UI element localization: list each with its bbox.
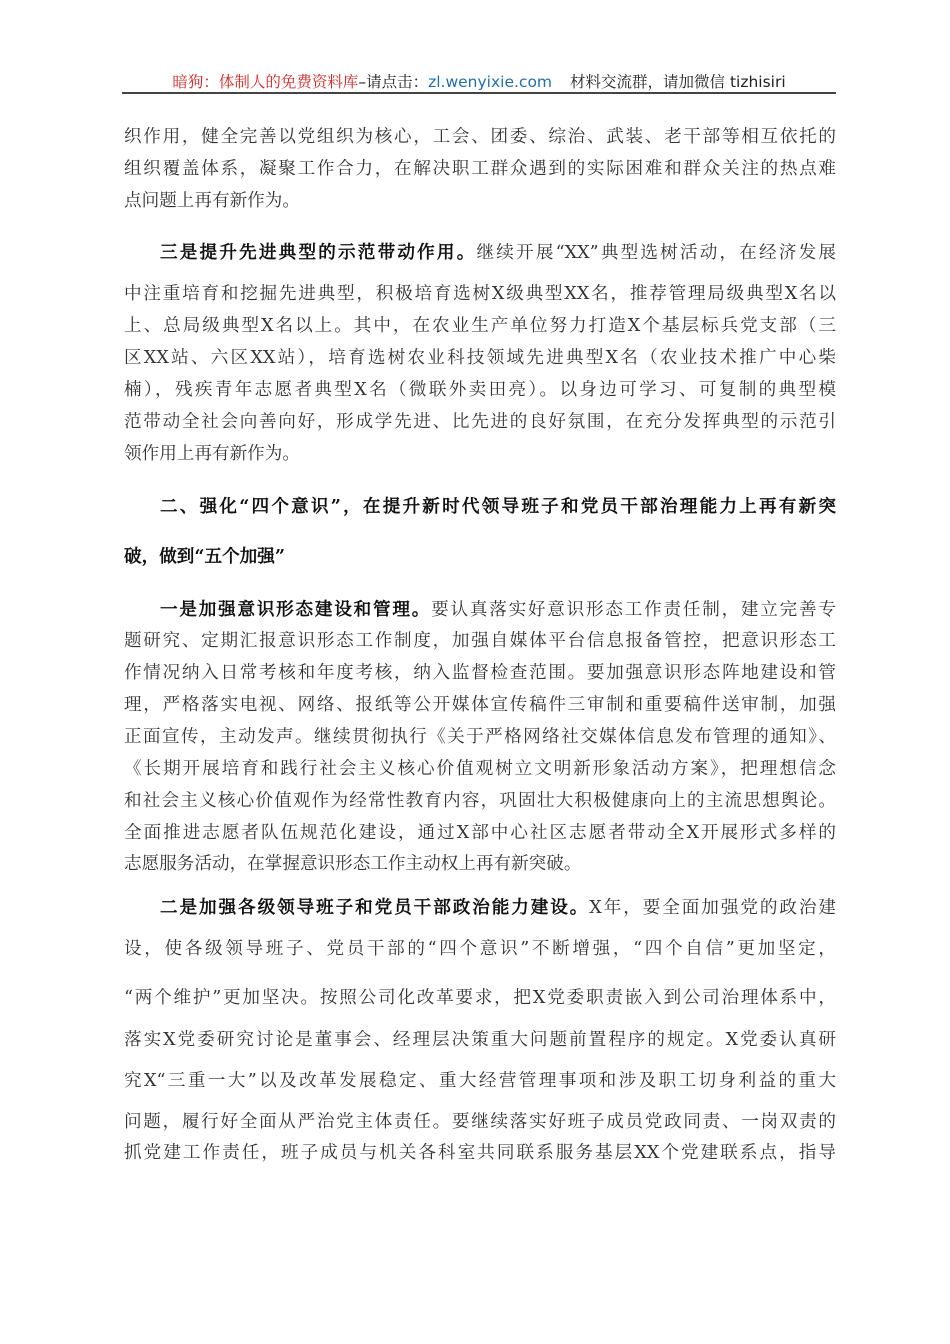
text-line	[124, 546, 836, 568]
line-text: 范带动全社会向善向好，形成学先进、比先进的良好氛围，在充分发挥典型的示范引	[124, 412, 836, 432]
text-line	[124, 411, 836, 433]
bold-lead: 二、强化“四个意识”，在提升新时代领导班子和党员干部治理能力上再有新突	[160, 496, 836, 517]
text-line	[124, 662, 836, 684]
line-text: 楠），残疾青年志愿者典型X名（微联外卖田亮）。以身边可学习、可复制的典型模	[124, 380, 836, 400]
line-text: 点问题上再有新作为。	[124, 191, 300, 211]
line-text: 《长期开展培育和践行社会主义核心价值观树立文明新形象活动方案》，把理想信念	[124, 759, 836, 779]
text-line	[124, 938, 836, 960]
wechat-note: 材料交流群，请加微信 tizhisiri	[570, 73, 786, 91]
site-name: 暗狗：体制人的免费资料库	[172, 73, 359, 91]
line-text: 继续开展“XX”典型选树活动，在经济发展	[476, 243, 836, 263]
text-line	[124, 379, 836, 401]
text-line	[124, 630, 836, 652]
line-text: 设，使各级领导班子、党员干部的“四个意识”不断增强，“四个自信”更加坚定，	[124, 939, 836, 959]
page-header	[122, 70, 836, 92]
text-line	[160, 599, 836, 621]
line-text: 作情况纳入日常考核和年度考核，纳入监督检查范围。要加强意识形态阵地建设和管	[124, 663, 836, 683]
text-line	[124, 1070, 836, 1092]
text-line	[124, 443, 836, 465]
text-line	[124, 315, 836, 337]
text-line	[124, 987, 836, 1009]
bold-lead: 一是加强意识形态建设和管理。	[160, 599, 432, 620]
bold-lead: 二是加强各级领导班子和党员干部政治能力建设。	[160, 897, 590, 918]
site-link[interactable]: zl.wenyixie.com	[428, 73, 553, 91]
line-text: 抓党建工作责任，班子成员与机关各科室共同联系服务基层XX个党建联系点，指导	[124, 1143, 836, 1163]
line-text: 全面推进志愿者队伍规范化建设，通过X部中心社区志愿者带动全X开展形式多样的	[124, 823, 836, 843]
line-text: “两个维护”更加坚决。按照公司化改革要求，把X党委职责嵌入到公司治理体系中，	[124, 988, 836, 1008]
line-text: 题研究、定期汇报意识形态工作制度，加强自媒体平台信息报备管控，把意识形态工	[124, 631, 836, 651]
line-text: 要认真落实好意识形态工作责任制，建立完善专	[431, 600, 836, 620]
text-line	[124, 694, 836, 716]
text-line	[124, 853, 836, 875]
line-text: 上、总局级典型X名以上。其中，在农业生产单位努力打造X个基层标兵党支部（三	[124, 316, 836, 336]
text-line	[124, 1111, 836, 1133]
text-line	[124, 1142, 836, 1164]
bold-lead: 三是提升先进典型的示范带动作用。	[160, 242, 477, 263]
text-line	[160, 496, 836, 518]
text-line	[124, 726, 836, 748]
line-text: 和社会主义核心价值观作为经常性教育内容，巩固壮大积极健康向上的主流思想舆论。	[124, 791, 836, 811]
text-line	[160, 242, 836, 264]
line-text: 中注重培育和挖掘先进典型，积极培育选树X级典型XX名，推荐管理局级典型X名以	[124, 284, 836, 304]
line-text: 究X“三重一大”以及改革发展稳定、重大经营管理事项和涉及职工切身利益的重大	[124, 1071, 836, 1091]
line-text: 正面宣传，主动发声。继续贯彻执行《关于严格网络社交媒体信息发布管理的通知》、	[124, 727, 836, 747]
text-line	[124, 1029, 836, 1051]
text-line	[124, 758, 836, 780]
line-text: 织作用，健全完善以党组织为核心，工会、团委、综治、武装、老干部等相互依托的	[124, 127, 836, 147]
text-line	[124, 190, 836, 212]
bold-lead: 破，做到“五个加强”	[124, 546, 285, 567]
text-line	[124, 283, 836, 305]
header-divider	[122, 92, 836, 94]
text-line	[124, 822, 836, 844]
text-line	[124, 126, 836, 148]
text-line	[124, 790, 836, 812]
line-text: 志愿服务活动，在掌握意识形态工作主动权上再有新突破。	[124, 854, 582, 874]
line-text: 区XX站、六区XX站），培育选树农业科技领域先进典型X名（农业技术推广中心柴	[124, 348, 836, 368]
line-text: 理，严格落实电视、网络、报纸等公开媒体宣传稿件三审制和重要稿件送审制，加强	[124, 695, 836, 715]
line-text: 问题，履行好全面从严治党主体责任。要继续落实好班子成员党政同责、一岗双责的	[124, 1112, 836, 1132]
line-text: X年，要全面加强党的政治建	[589, 898, 836, 918]
line-text: 组织覆盖体系，凝聚工作合力，在解决职工群众遇到的实际困难和群众关注的热点难	[124, 159, 836, 179]
text-line	[160, 897, 836, 919]
text-line	[124, 347, 836, 369]
line-text: 领作用上再有新作为。	[124, 444, 300, 464]
click-prompt: –请点击：	[358, 73, 429, 91]
text-line	[124, 158, 836, 180]
line-text: 落实X党委研究讨论是董事会、经理层决策重大问题前置程序的规定。X党委认真研	[124, 1030, 836, 1050]
